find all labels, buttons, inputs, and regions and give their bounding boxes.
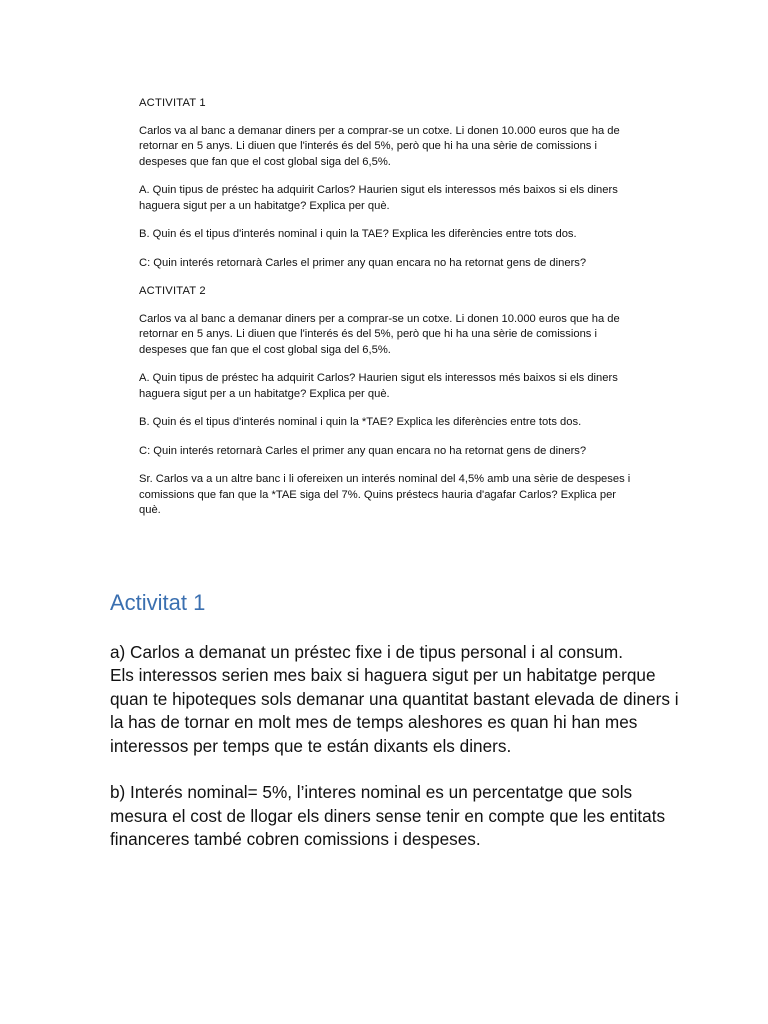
answer-b: b) Interés nominal= 5%, l’interes nominal es un percentatge que sols mesura el cost de llogar els diners sense tenir en compte que les entitats financeres també cobren comissions i despeses. (110, 782, 666, 850)
activity-1-question-c: C: Quin interés retornarà Carles el primer any quan encara no ha retornat gens de diners? (139, 256, 587, 269)
answer-a-first: a) Carlos a demanat un préstec fixe i de tipus personal i al consum. (110, 642, 624, 662)
activity-1-heading: ACTIVITAT 1 (139, 97, 206, 109)
answers-section (110, 588, 690, 852)
activity-1-question-b: B. Quin és el tipus d'interés nominal i quin la TAE? Explica les diferències entre tots dos. (139, 228, 577, 240)
activity-2-question-b: B. Quin és el tipus d'interés nominal i quin la *TAE? Explica les diferències entre tots dos. (139, 416, 582, 428)
activity-2-statement: Carlos va al banc a demanar diners per a comprar-se un cotxe. Li donen 10.000 euros que ha de retornar en 5 anys. Li diuen que l'interés és del 5%, però que hi ha una sèrie de comissions i despeses que fan que el cost global siga del 6,5%. (139, 312, 620, 356)
activity-1-question-a: A. Quin tipus de préstec ha adquirit Carlos? Haurien sigut els interessos més baixos si els diners haguera sigut per a un habitatge? Explica per què. (139, 184, 618, 212)
activity-2-question-a: A. Quin tipus de préstec ha adquirit Carlos? Haurien sigut els interessos més baixos si els diners haguera sigut per a un habitatge? Explica per què. (139, 372, 618, 400)
activity-1-statement: Carlos va al banc a demanar diners per a comprar-se un cotxe. Li donen 10.000 euros que ha de retornar en 5 anys. Li diuen que l'interés és del 5%, però que hi ha una sèrie de comissions i despeses que fan que el cost global siga del 6,5%. (139, 124, 620, 168)
paragraph-spacer (110, 758, 690, 781)
answer-a-second: Els interessos serien mes baix si haguera sigut per un habitatge perque quan te hipoteques sols demanar una quantitat bastant elevada de diners i la has de tornar en molt mes de temps aleshores es quan hi han mes interessos per temps que te están dixants els diners. (110, 665, 679, 756)
activity-2-question-c: C: Quin interés retornarà Carles el primer any quan encara no ha retornat gens de diners? (139, 444, 587, 457)
assignment-sheet-image (128, 96, 648, 556)
activity-2-heading: ACTIVITAT 2 (139, 285, 206, 297)
activity-2-question-d: Sr. Carlos va a un altre banc i li ofereixen un interés nominal del 4,5% amb una sèrie de despeses i comissions que fan que la *TAE siga del 7%. Quins préstecs hauria d'agafar Carlos? Explica per què. (139, 473, 631, 516)
answers-title: Activitat 1 (110, 590, 206, 615)
